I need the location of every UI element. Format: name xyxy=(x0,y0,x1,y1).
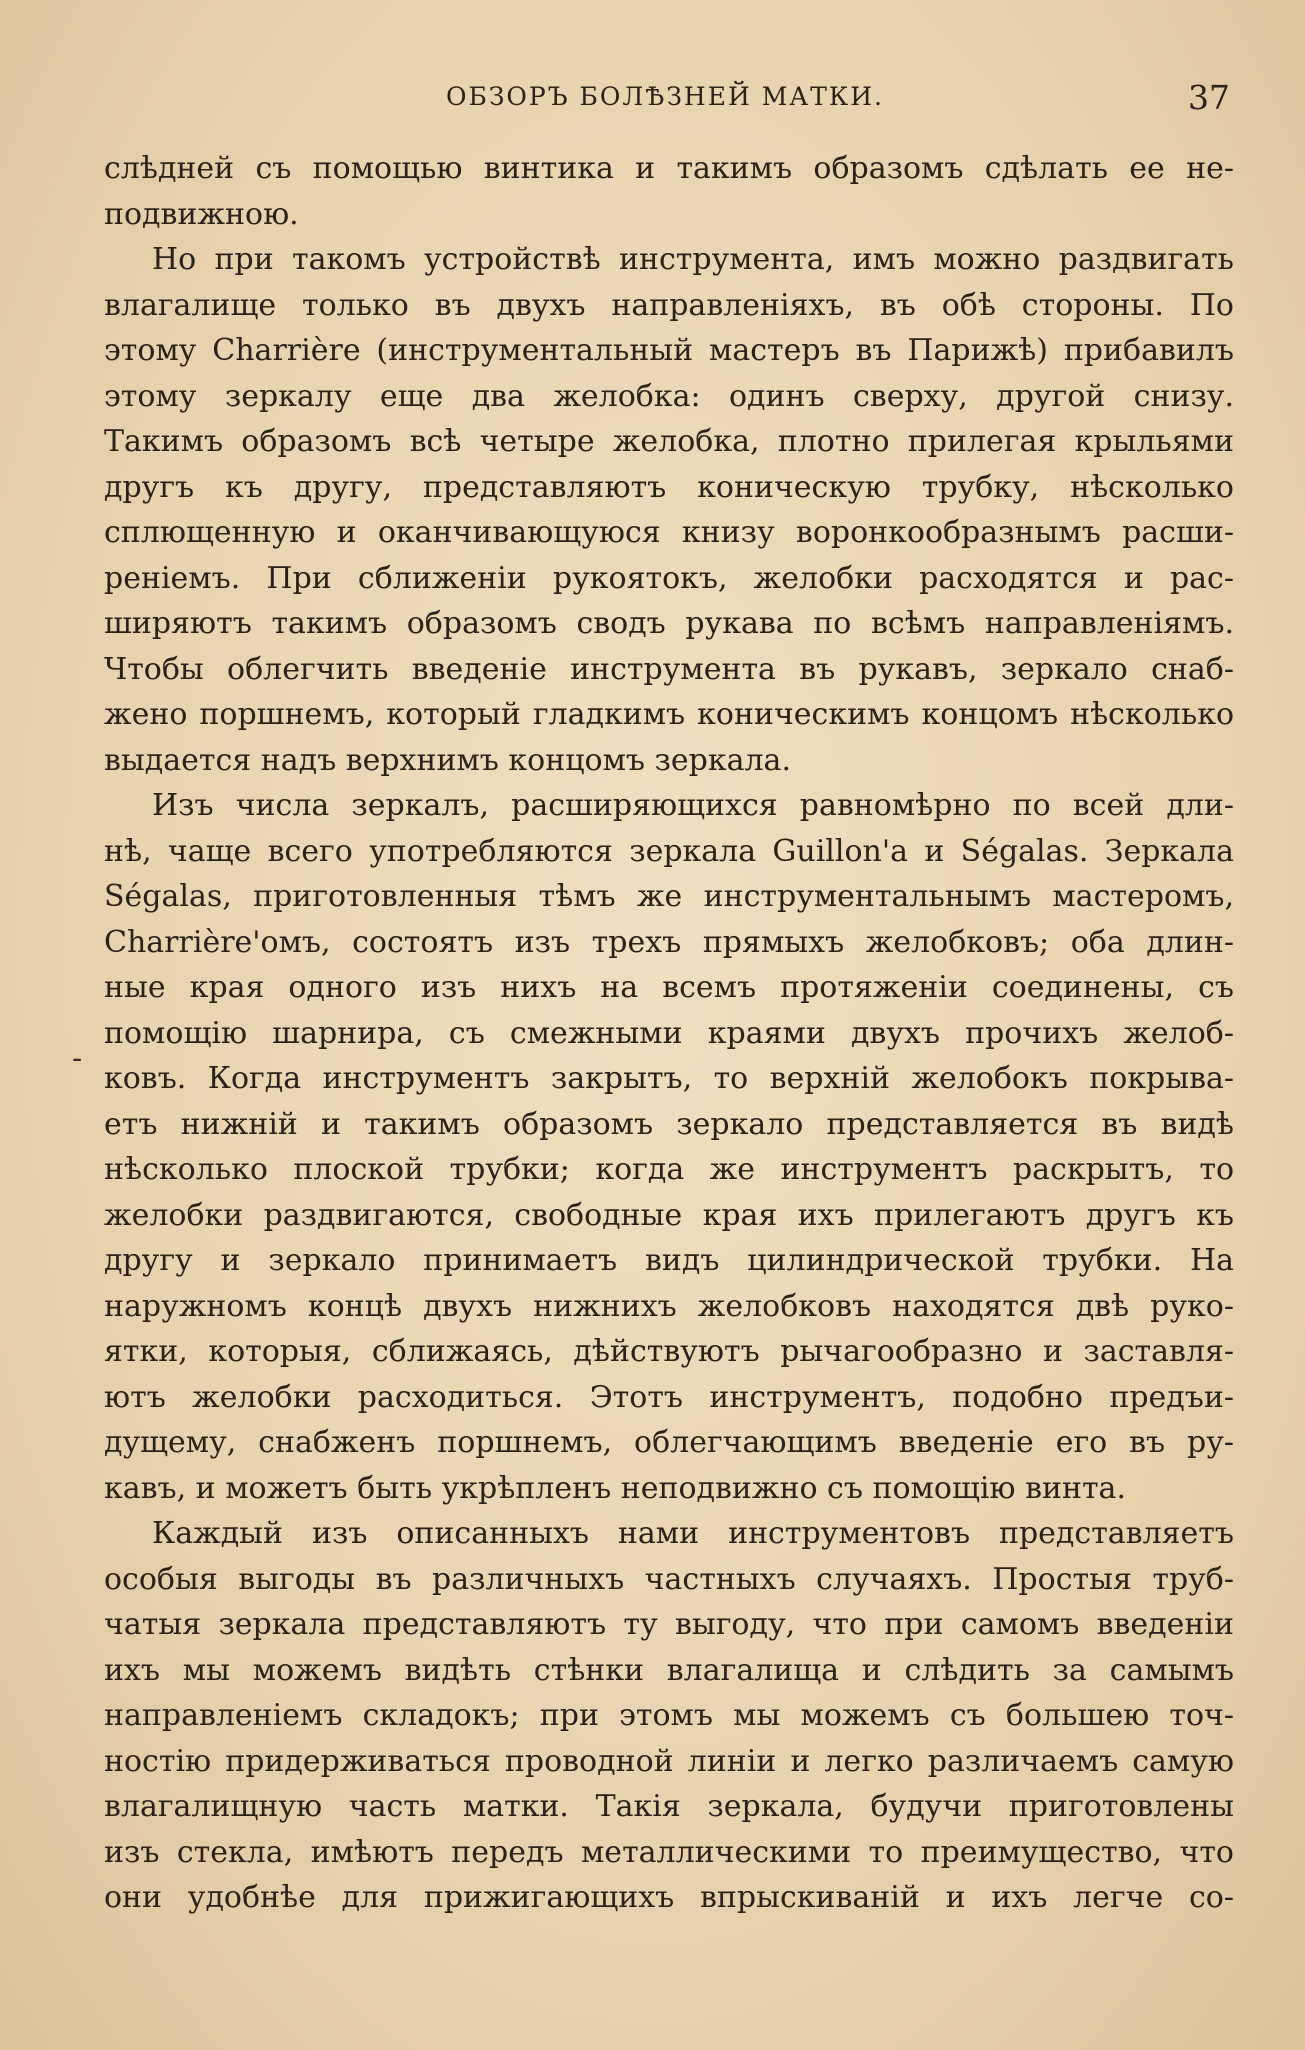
text-line: слѣдней съ помощью винтика и такимъ образомъ сдѣлать ее не- xyxy=(104,151,1234,186)
running-head xyxy=(100,78,1230,118)
text-line: другъ къ другу, представляютъ коническую трубку, нѣсколько xyxy=(104,469,1234,505)
running-title: ОБЗОРЪ БОЛѢЗНЕЙ МАТКИ. xyxy=(445,82,885,111)
text-line: они удобнѣе для прижигающихъ впрыскиваній и ихъ легче со- xyxy=(104,1880,1234,1915)
text-line: Каждый изъ описанныхъ нами инструментовъ представляетъ xyxy=(152,1516,1234,1551)
text-line: етъ нижній и такимъ образомъ зеркало представляется въ видѣ xyxy=(104,1106,1234,1142)
text-line: влагалищную часть матки. Такія зеркала, будучи приготовлены xyxy=(104,1789,1234,1824)
text-line: другу и зеркало принимаетъ видъ цилиндрической трубки. На xyxy=(104,1243,1234,1278)
text-line: влагалище только въ двухъ направленіяхъ, въ обѣ стороны. По xyxy=(104,287,1234,323)
text-line: сплющенную и оканчивающуюся книзу воронкообразнымъ расши- xyxy=(104,515,1234,550)
text-line: ширяютъ такимъ образомъ сводъ рукава по всѣмъ направленіямъ. xyxy=(104,606,1234,641)
page-body xyxy=(104,146,1234,1921)
text-line: ностію придерживаться проводной линіи и легко различаемъ самую xyxy=(104,1743,1234,1779)
text-line: Чтобы облегчить введеніе инструмента въ рукавъ, зеркало снаб- xyxy=(104,651,1234,687)
text-line: Ségalas, приготовленныя тѣмъ же инструментальнымъ мастеромъ, xyxy=(104,879,1234,914)
text-line: Изъ числа зеркалъ, расширяющихся равномѣрно по всей дли- xyxy=(152,788,1234,823)
text-line: особыя выгоды въ различныхъ частныхъ случаяхъ. Простыя труб- xyxy=(104,1561,1234,1597)
text-line: ковъ. Когда инструментъ закрытъ, то верхній желобокъ покрыва- xyxy=(104,1061,1234,1096)
text-line: направленіемъ складокъ; при этомъ мы можемъ съ большею точ- xyxy=(104,1698,1234,1733)
text-line: чатыя зеркала представляютъ ту выгоду, что при самомъ введеніи xyxy=(104,1607,1234,1642)
text-line: реніемъ. При сближеніи рукоятокъ, желобки расходятся и рас- xyxy=(104,560,1234,596)
text-line: ятки, которыя, сближаясь, дѣйствуютъ рычагообразно и заставля- xyxy=(104,1334,1234,1369)
text-line: дущему, снабженъ поршнемъ, облегчающимъ введеніе его въ ру- xyxy=(104,1425,1234,1460)
text-line: нѣсколько плоской трубки; когда же инструментъ раскрытъ, то xyxy=(104,1152,1234,1187)
text-line: этому зеркалу еще два желобка: одинъ сверху, другой снизу. xyxy=(104,378,1234,414)
text-line: ные края одного изъ нихъ на всемъ протяженіи соединены, съ xyxy=(104,970,1234,1005)
text-line: этому Charrière (инструментальный мастеръ въ Парижѣ) прибавилъ xyxy=(104,333,1234,368)
text-line: нѣ, чаще всего употребляются зеркала Guillon'а и Ségalas. Зеркала xyxy=(104,833,1234,869)
text-line: выдается надъ верхнимъ концомъ зеркала. xyxy=(104,742,791,778)
text-line: наружномъ концѣ двухъ нижнихъ желобковъ находятся двѣ руко- xyxy=(104,1288,1234,1324)
text-line: Но при такомъ устройствѣ инструмента, имъ можно раздвигать xyxy=(152,242,1234,277)
text-line: Charrière'омъ, состоятъ изъ трехъ прямыхъ желобковъ; оба длин- xyxy=(104,924,1234,960)
text-line: жено поршнемъ, который гладкимъ коническимъ концомъ нѣсколько xyxy=(104,697,1234,732)
margin-mark: - xyxy=(72,1041,83,1076)
text-line: подвижною. xyxy=(104,196,299,232)
text-line: Такимъ образомъ всѣ четыре желобка, плотно прилегая крыльями xyxy=(104,424,1234,459)
text-line: изъ стекла, имѣютъ передъ металлическими то преимущество, что xyxy=(104,1834,1234,1870)
page-number: 37 xyxy=(1188,78,1230,117)
text-line: желобки раздвигаются, свободные края ихъ прилегаютъ другъ къ xyxy=(104,1197,1234,1233)
text-line: кавъ, и можетъ быть укрѣпленъ неподвижно съ помощію винта. xyxy=(104,1470,1126,1506)
text-line: ихъ мы можемъ видѣть стѣнки влагалища и слѣдить за самымъ xyxy=(104,1652,1234,1688)
text-line: ютъ желобки расходиться. Этотъ инструментъ, подобно предъи- xyxy=(104,1379,1234,1415)
text-line: помощію шарнира, съ смежными краями двухъ прочихъ желоб- xyxy=(104,1015,1234,1051)
